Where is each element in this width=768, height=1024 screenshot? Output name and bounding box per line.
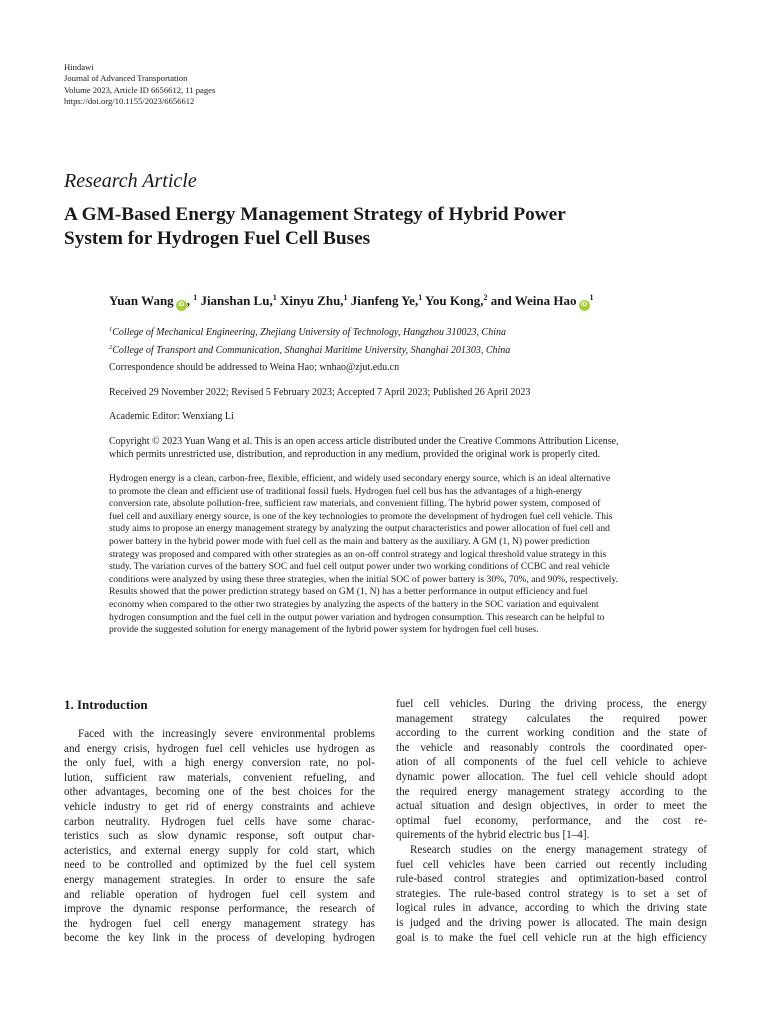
journal-name: Journal of Advanced Transportation	[64, 73, 188, 84]
affiliation-marker: 2	[483, 293, 488, 302]
body-line: according to the current working condition and the state of	[396, 727, 707, 740]
body-line: lution, sufficient raw materials, convenient refueling, and	[64, 771, 375, 784]
body-line: the vehicle and reasonably controls the coordinated oper-	[396, 741, 707, 754]
body-column-right	[396, 697, 707, 945]
abstract-line: study aims to propose an energy management strategy by analyzing the output characteristics and power allocation of fuel cell and	[109, 523, 610, 535]
body-line: strategies. The rule-based control strategy is to set a set of	[396, 887, 707, 900]
affiliation-marker: 1	[589, 293, 594, 302]
body-line: the hydrogen fuel cell energy management strategy has	[64, 917, 375, 930]
abstract-line: strategy was proposed and compared with other strategies as an on-off control strategy and logical threshold value strategy in this	[109, 548, 607, 560]
title-line: A GM-Based Energy Management Strategy of Hybrid Power	[64, 204, 566, 225]
body-column-left	[64, 727, 375, 946]
body-line: actual situation and design objectives, in order to meet the	[396, 800, 707, 813]
body-line: Research studies on the energy management strategy of	[410, 843, 707, 856]
body-line: become the key link in the process of developing hydrogen	[64, 932, 375, 945]
body-line: the only fuel, with a high energy conversion rate, no pol-	[64, 757, 375, 770]
journal-header	[64, 62, 215, 108]
copyright-line: Copyright © 2023 Yuan Wang et al. This is an open access article distributed under the Creative Commons Attribution License,	[109, 436, 619, 447]
body-line: fuel cell vehicles have been carried out recently including	[396, 858, 707, 871]
correspondence: Correspondence should be addressed to Weina Hao; wnhao@zjut.edu.cn	[109, 362, 400, 373]
author-name[interactable]: and Weina Hao	[490, 293, 577, 308]
author-name[interactable]: Xinyu Zhu,	[279, 293, 344, 308]
abstract-line: conversion rate, absolute pollution-free, sufficient raw materials, and convenient filling. The hybrid power system, composed of	[109, 498, 601, 510]
body-line: logical rules in advance, according to which the driving state	[396, 902, 707, 915]
body-line: and reliable operation of hydrogen fuel cell system and	[64, 888, 375, 901]
body-line: acteristics, and external energy supply for cold start, which	[64, 844, 375, 857]
body-line: goal is to make the fuel cell vehicle run at the high efficiency	[396, 931, 707, 944]
abstract-line: Hydrogen energy is a clean, carbon-free, flexible, efficient, and widely used secondary energy source, which is an ideal alternative	[109, 473, 611, 484]
abstract-line: hydrogen consumption and the fuel cell in the output power variation and hydrogen consumption. This research can be helpful to	[109, 611, 605, 623]
orcid-icon[interactable]: iD	[579, 300, 590, 311]
abstract-line: provide the suggested solution for energy management of the hybrid power system for hydrogen fuel cell buses.	[109, 624, 539, 636]
author-name[interactable]: You Kong,	[424, 293, 484, 308]
author-list: Yuan Wang iD , $^1$ Jianshan Lu,$^1$ Xinyu Zhu,$^1$ Jianfeng Ye,$^1$ You Kong,$^2$ and Weina Hao $iD^1$	[109, 293, 594, 311]
body-line: Faced with the increasingly severe environmental problems	[78, 728, 375, 740]
body-line: rule-based control strategies and optimization-based control	[396, 873, 707, 886]
body-line: is judged and the driving power is allocated. The main design	[396, 916, 707, 929]
publication-dates: Received 29 November 2022; Revised 5 February 2023; Accepted 7 April 2023; Published 26 April 2023	[109, 387, 531, 398]
affiliation-marker: 1	[343, 293, 348, 302]
abstract-line: fuel cell and auxiliary energy source, is one of the key technologies to promote the development of hydrogen fuel cell vehicle. This	[109, 510, 613, 522]
body-line: fuel cell vehicles. During the driving process, the energy	[396, 698, 707, 710]
body-line: dynamic power allocation. The fuel cell vehicle should adopt	[396, 770, 707, 783]
abstract-line: power battery in the hybrid power mode with fuel cell as the main and battery as the auxiliary. A GM (1, N) power prediction	[109, 535, 590, 547]
abstract-line: conditions were analyzed by using these three strategies, when the initial SOC of power battery is 30%, 70%, and 90%, respectively.	[109, 573, 619, 585]
affiliation-line: $^1$College of Mechanical Engineering, Zhejiang University of Technology, Hangzhou 310023, China	[109, 326, 507, 338]
paper-title	[64, 203, 704, 251]
copyright-line: which permits unrestricted use, distribution, and reproduction in any medium, provided the original work is properly cited.	[109, 449, 601, 461]
body-line: optimal fuel economy, performance, and the cost re-	[396, 814, 707, 827]
affiliation-line: $^2$College of Transport and Communication, Shanghai Maritime University, Shanghai 201303, China	[109, 344, 511, 356]
academic-editor: Academic Editor: Wenxiang Li	[109, 411, 234, 422]
body-line: and energy crisis, hydrogen fuel cell vehicles use hydrogen as	[64, 742, 375, 755]
body-line: management strategy calculates the required power	[396, 712, 707, 725]
publisher-name: Hindawi	[64, 62, 94, 72]
volume-info: Volume 2023, Article ID 6656612, 11 pages	[64, 84, 216, 95]
body-line: other advantages, becoming one of the best choices for the	[64, 786, 375, 799]
abstract-line: economy when compared to the other two strategies by analyzing the aspects of the battery in the SOC variation and equivalent	[109, 598, 599, 610]
abstract	[109, 473, 704, 637]
abstract-line: to promote the clean and efficient use of traditional fossil fuels. Hydrogen fuel cell bus has the advantages of a high-energy	[109, 485, 583, 497]
body-line: energy management strategies. In order to ensure the safe	[64, 873, 375, 886]
body-line: the required energy management strategy according to the	[396, 785, 707, 798]
author-name[interactable]: Yuan Wang	[109, 293, 174, 308]
abstract-line: study. The variation curves of the battery SOC and fuel cell output power under two working conditions of CCBC and real vehicle	[109, 561, 610, 573]
body-line: ation of all components of the fuel cell vehicle to achieve	[396, 756, 707, 769]
author-name[interactable]: Jianfeng Ye,	[350, 293, 419, 308]
body-line: quirements of the hybrid electric bus [1–4].	[396, 829, 590, 842]
section-heading: 1. Introduction	[64, 697, 148, 712]
abstract-line: Results showed that the power prediction strategy based on GM (1, N) has a better performance in output efficiency and fuel	[109, 586, 588, 598]
body-line: improve the dynamic response performance, the research of	[64, 903, 375, 916]
affiliation-marker: 1	[272, 293, 277, 302]
body-line: teristics such as slow dynamic response, soft output char-	[64, 830, 375, 843]
title-line: System for Hydrogen Fuel Cell Buses	[64, 228, 371, 249]
affiliation-marker: 1	[418, 293, 423, 302]
body-line: vehicle industry to get rid of energy constraints and achieve	[64, 800, 375, 813]
doi-link[interactable]: https://doi.org/10.1155/2023/6656612	[64, 96, 195, 107]
body-line: carbon neutrality. Hydrogen fuel cells have some charac-	[64, 815, 375, 828]
affiliations	[109, 322, 510, 358]
copyright-notice	[109, 435, 704, 461]
article-type: Research Article	[64, 170, 197, 192]
orcid-icon[interactable]: iD	[176, 300, 187, 311]
affiliation-marker: 1	[193, 293, 198, 302]
body-line: need to be controlled and optimized by the fuel cell system	[64, 859, 375, 872]
author-name[interactable]: Jianshan Lu,	[200, 293, 273, 308]
